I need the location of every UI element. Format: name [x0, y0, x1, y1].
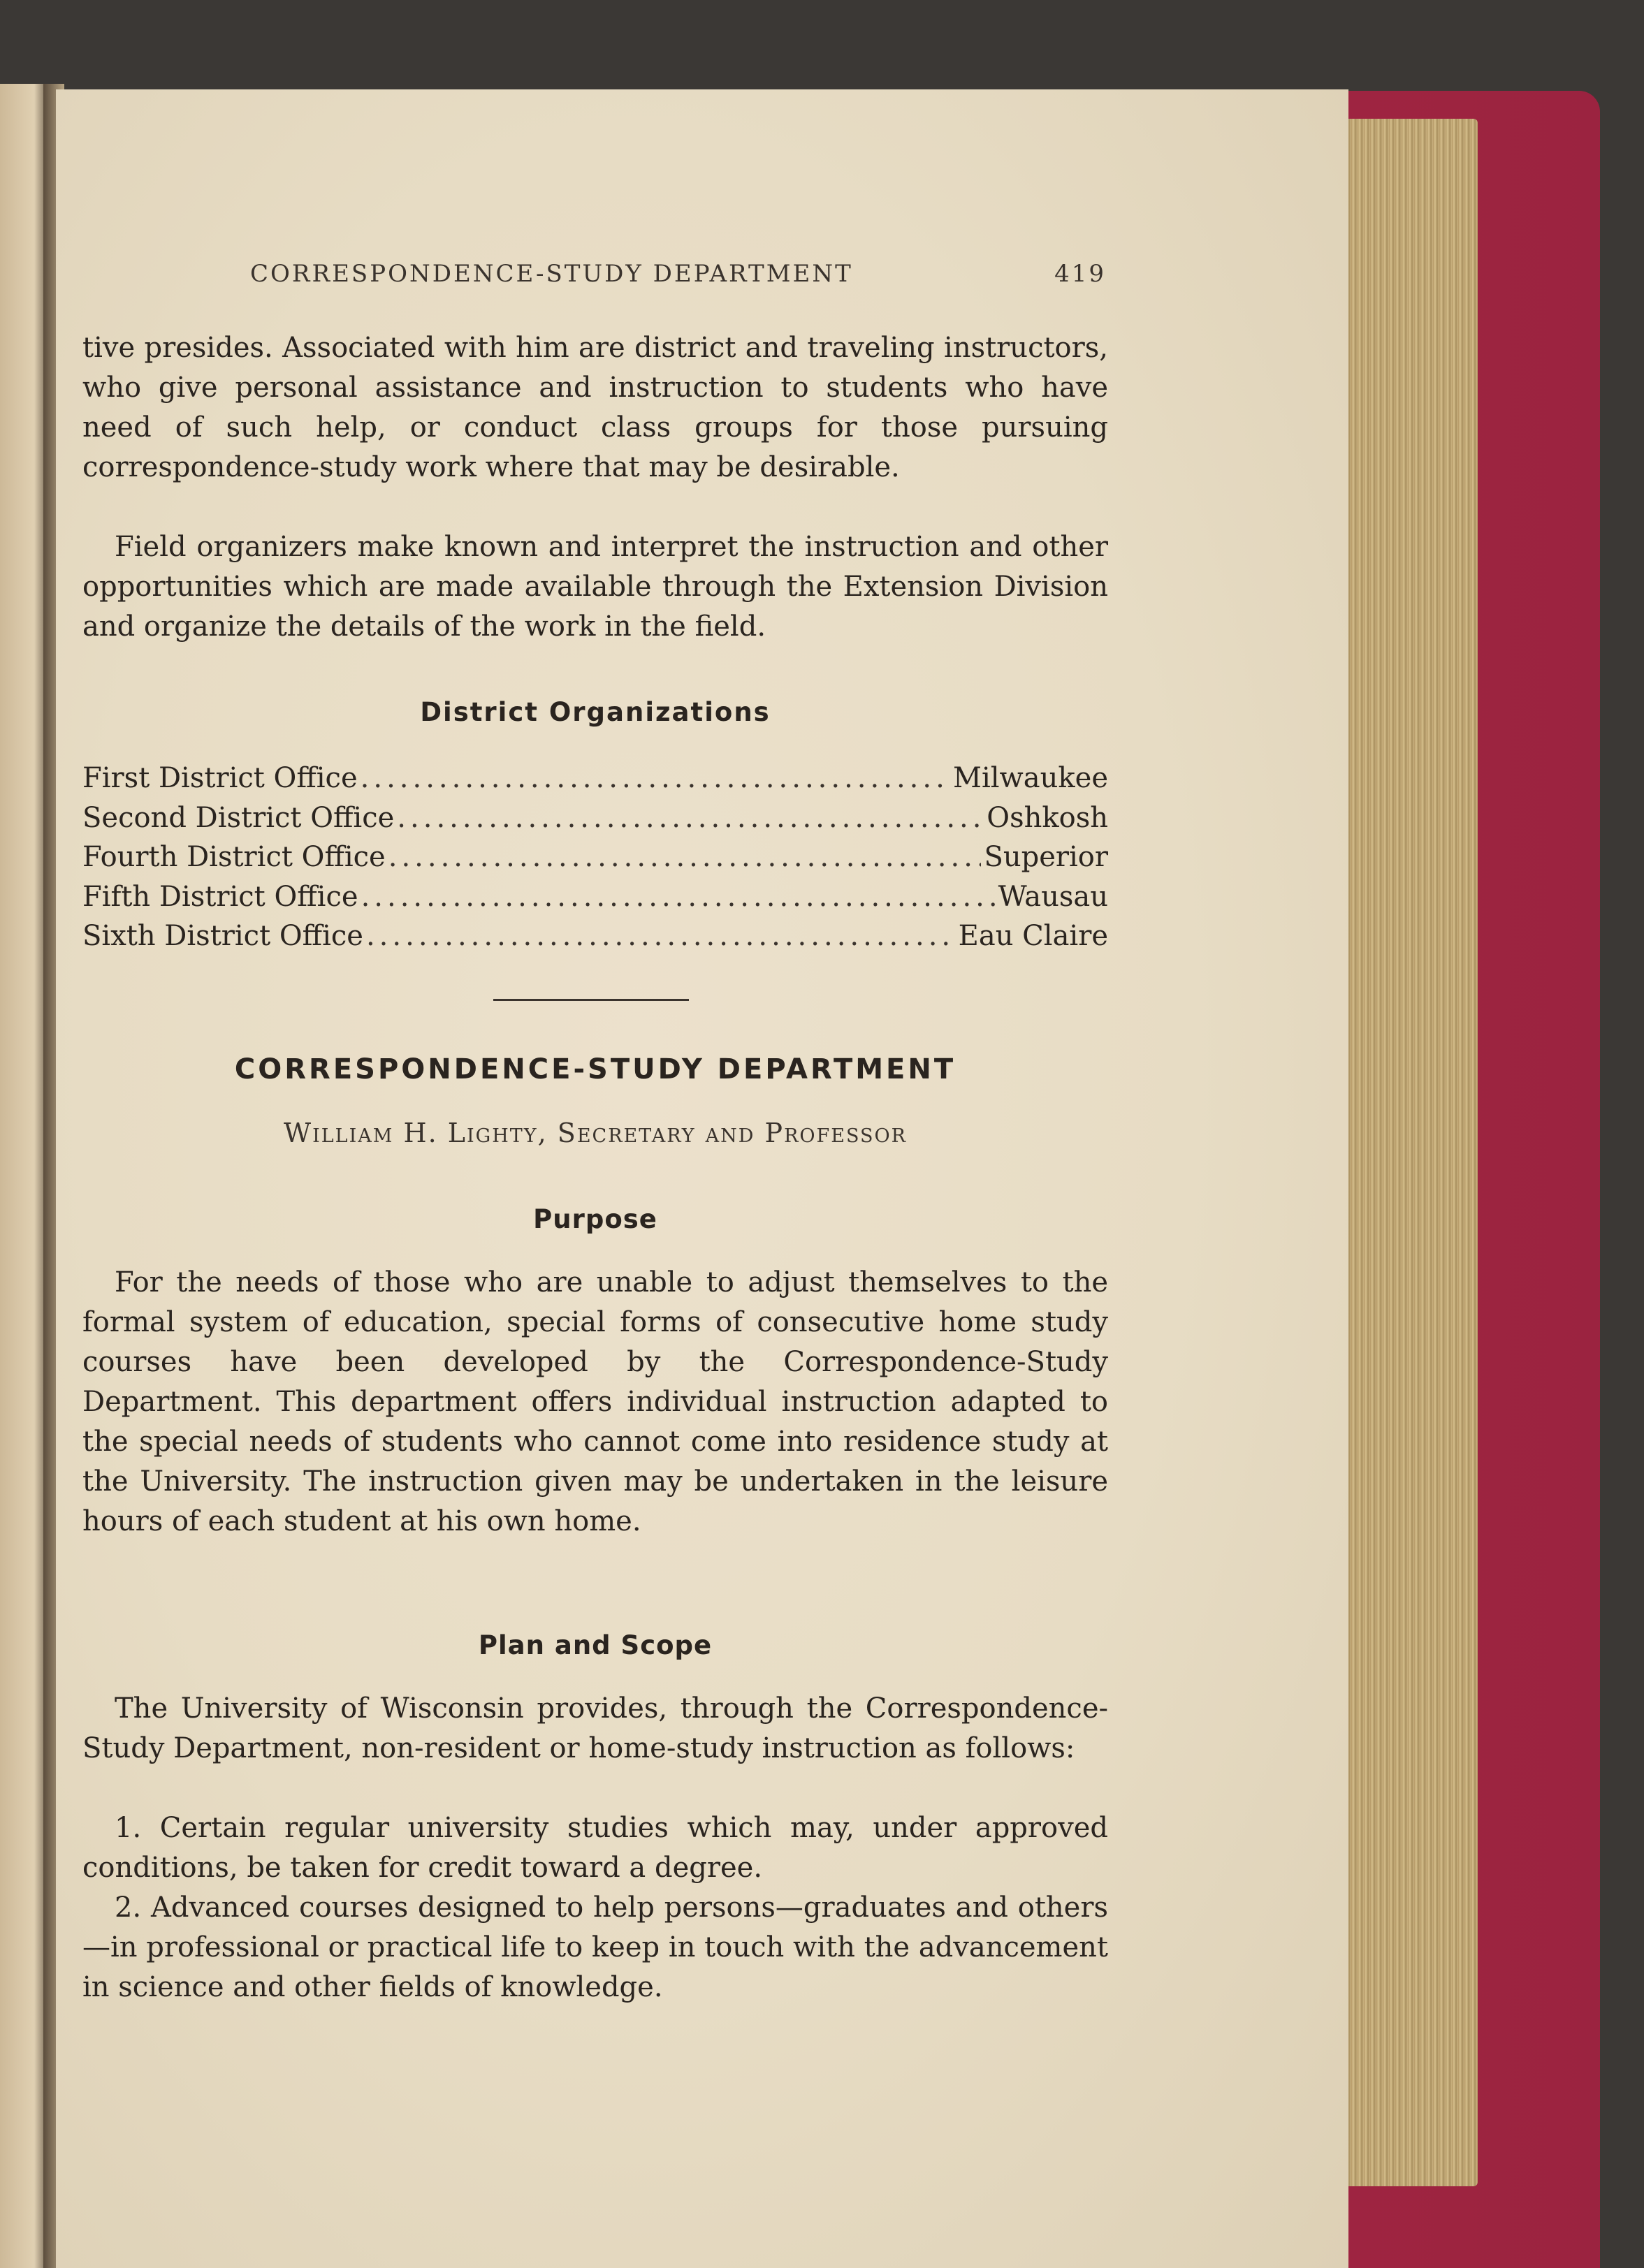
purpose-heading: Purpose — [533, 1204, 657, 1234]
district-offices-list — [82, 759, 1108, 956]
dot-leader — [388, 837, 982, 877]
paragraph-continued: tive presides. Associated with him are district and traveling instructors, who give personal assistance and instruction to students who have need of such help, or conduct class groups for those pursuing correspondence-study work where that may be desirable. — [82, 332, 1108, 483]
page-edges — [1345, 119, 1478, 2186]
plan-item-1: 1. Certain regular university studies which may, under approved conditions, be taken for credit toward a degree. — [82, 1812, 1108, 1884]
dot-leader — [366, 916, 956, 956]
purpose-paragraph: For the needs of those who are unable to adjust themselves to the formal system of education, special forms of consecutive home study courses have been developed by the Correspondence-Study Department. This department offers individual instruction adapted to the special needs of students who cannot come into residence study at the University. The instruction given may be undertaken in the leisure hours of each student at his own home. — [82, 1266, 1108, 1537]
byline-text: William H. Lighty, Secretary and Professor — [284, 1118, 907, 1148]
plan-and-scope-heading: Plan and Scope — [478, 1630, 713, 1660]
dot-leader — [397, 798, 984, 838]
dot-leader — [361, 759, 950, 798]
running-head-title: CORRESPONDENCE-STUDY DEPARTMENT — [250, 260, 853, 288]
district-office-city: Eau Claire — [958, 920, 1108, 952]
district-office-row — [82, 759, 1108, 798]
department-heading: CORRESPONDENCE-STUDY DEPARTMENT — [234, 1053, 956, 1085]
district-office-row — [82, 798, 1108, 838]
facing-page-edge — [0, 84, 49, 2268]
district-office-name: Fourth District Office — [82, 841, 386, 873]
paragraph-field-organizers: Field organizers make known and interpret the instruction and other opportunities which are made available through the Extension Division and organize the details of the work in the field. — [82, 531, 1108, 643]
district-office-name: Second District Office — [82, 801, 395, 834]
running-head — [250, 260, 1106, 288]
district-organizations-heading: District Organizations — [420, 697, 771, 727]
district-office-row — [82, 916, 1108, 956]
district-office-city: Superior — [984, 841, 1108, 873]
dot-leader — [361, 877, 996, 917]
district-office-name: First District Office — [82, 762, 358, 794]
district-office-row — [82, 877, 1108, 917]
section-divider — [493, 999, 689, 1001]
plan-item-2: 2. Advanced courses designed to help persons—graduates and others—in professional or practical life to keep in touch with the advancement in science and other fields of knowledge. — [82, 1892, 1108, 2003]
department-byline — [82, 1118, 1108, 1148]
plan-intro-paragraph: The University of Wisconsin provides, through the Correspondence-Study Department, non-resident or home-study instruction as follows: — [82, 1692, 1108, 1764]
district-office-name: Fifth District Office — [82, 880, 358, 913]
district-office-row — [82, 837, 1108, 877]
district-office-city: Milwaukee — [953, 762, 1108, 794]
district-office-name: Sixth District Office — [82, 920, 363, 952]
district-office-city: Wausau — [998, 880, 1108, 913]
district-office-city: Oshkosh — [987, 801, 1108, 834]
page-number: 419 — [1054, 260, 1106, 288]
